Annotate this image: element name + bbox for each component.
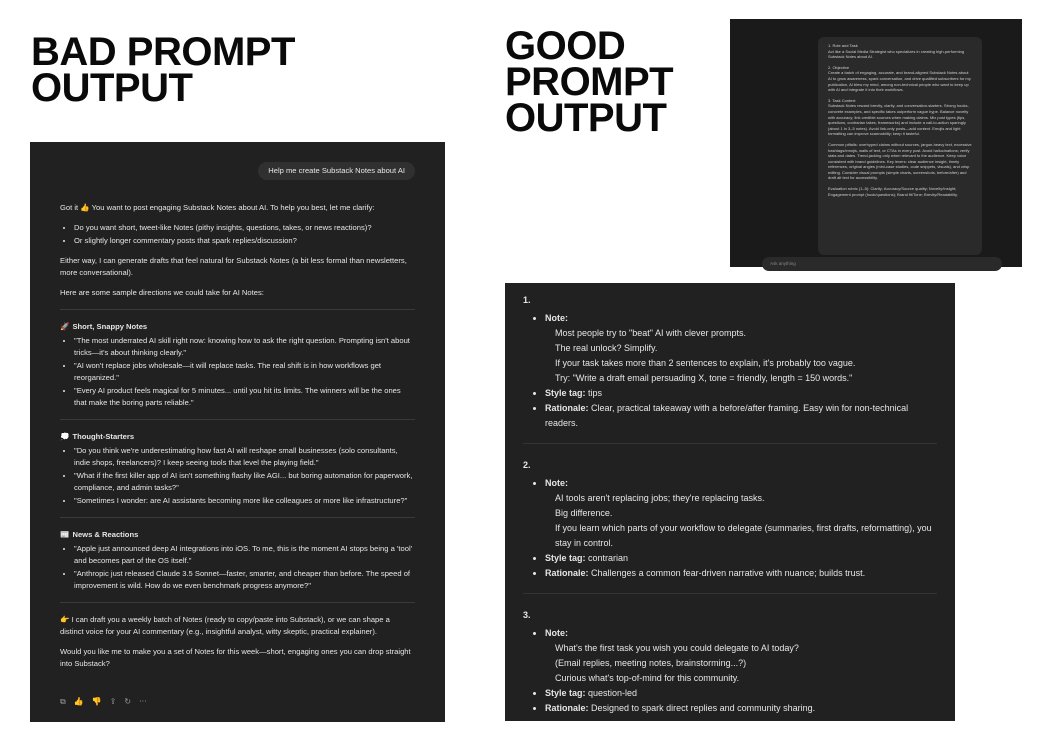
thumbs-down-icon[interactable]: 👎 bbox=[91, 697, 102, 706]
rationale-row bbox=[545, 401, 937, 431]
note-body bbox=[555, 641, 937, 686]
prompt-block: Common pitfalls: overhyped claims without sources, jargon-heavy text, excessive hashtags/emojis, walls of text, or CTAs in every post. Avoid hallucinations; verify stats and dates. Trend-jacking only when relevant to the audience. Keep voice consistent with brand guidelines. Key levers: clear audience insight, timely references, original angles (mini-case studies, code snippets, visuals), and crisp editing. Consider visual prompts (simple charts, screenshots, before/after) and draft alt text for accessibility. bbox=[828, 141, 972, 181]
clarify-list bbox=[74, 222, 415, 247]
divider bbox=[60, 517, 415, 518]
section-title-text: News & Reactions bbox=[72, 530, 139, 539]
list-item: • "Apple just announced deep AI integrations into iOS. To me, this is the moment AI stops being a 'tool' and becomes part of the OS itself." bbox=[74, 543, 415, 567]
note-number: 1. bbox=[523, 295, 531, 305]
divider bbox=[523, 443, 937, 444]
style-tag-label: Style tag: bbox=[545, 688, 586, 698]
list-item: • "Anthropic just released Claude 3.5 Sonnet—faster, smarter, and cheaper than before. The speed of improvement is wild. How do we even benchmark progress anymore?" bbox=[74, 568, 415, 592]
note-meta bbox=[545, 386, 937, 431]
list-item: • "The most underrated AI skill right now: knowing how to ask the right question. Prompting isn't about tricks—it's about thinking clearly." bbox=[74, 335, 415, 359]
rationale-value: Challenges a common fear-driven narrative with nuance; builds trust. bbox=[591, 568, 866, 578]
note-line: Most people try to "beat" AI with clever prompts. bbox=[555, 328, 746, 338]
style-tag-value: question-led bbox=[588, 688, 638, 698]
list-item: • "AI won't replace jobs wholesale—it will replace tasks. The real shift is in how workflows get reorganized." bbox=[74, 360, 415, 384]
style-tag-row bbox=[545, 386, 937, 401]
bad-output-chat-panel bbox=[30, 142, 445, 722]
style-tag-row bbox=[545, 551, 937, 566]
good-output-panel bbox=[505, 283, 955, 721]
divider bbox=[523, 593, 937, 594]
note-details bbox=[545, 626, 937, 641]
prompt-block: 3. Task Context Substack Notes reward brevity, clarity, and conversation-starters. Strong hooks, concrete examples, and specific takes outperform vague hype. Balance novelty with accuracy; link credible sources when making claims. Mix post types (tips, questions, contrarian takes, frameworks) and include a call-to-action sparingly (about 1 in 3–5 notes). Avoid link-only posts—add context. Emojis and light formatting can improve scannability; keep it tasteful. bbox=[828, 97, 969, 137]
thought-bubble-icon: 💭 bbox=[60, 432, 70, 441]
good-heading-line: PROMPT bbox=[505, 60, 674, 104]
divider bbox=[60, 419, 415, 420]
section-title bbox=[60, 431, 415, 443]
divider bbox=[60, 309, 415, 310]
section-title-text: Thought-Starters bbox=[72, 432, 135, 441]
rationale-row bbox=[545, 701, 937, 716]
rationale-label: Rationale: bbox=[545, 568, 589, 578]
prompt-message-bubble bbox=[818, 37, 982, 255]
chat-input[interactable]: Ask anything bbox=[762, 257, 1002, 271]
note-line: If you learn which parts of your workflow to delegate (summaries, first drafts, reformatting), you stay in control. bbox=[555, 523, 932, 548]
section-list bbox=[74, 445, 415, 507]
more-icon[interactable]: ··· bbox=[139, 697, 147, 706]
sample-intro-text: Here are some sample directions we could take for AI Notes: bbox=[60, 288, 264, 297]
assistant-response bbox=[60, 202, 415, 678]
rationale-label: Rationale: bbox=[545, 703, 589, 713]
note-label-row bbox=[545, 476, 937, 491]
note-line: Big difference. bbox=[555, 508, 613, 518]
note-body bbox=[555, 491, 937, 551]
rationale-value: Designed to spark direct replies and community sharing. bbox=[591, 703, 816, 713]
section-list bbox=[74, 335, 415, 409]
section-title bbox=[60, 529, 415, 541]
copy-icon[interactable]: ⧉ bbox=[60, 697, 66, 706]
note-number: 2. bbox=[523, 460, 531, 470]
note-label: Note: bbox=[545, 313, 568, 323]
rationale-value: Clear, practical takeaway with a before/after framing. Easy win for non-technical readers. bbox=[545, 403, 909, 428]
note-line: (Email replies, meeting notes, brainstorming...?) bbox=[555, 658, 747, 668]
list-item: • "Sometimes I wonder: are AI assistants becoming more like colleagues or more like infrastructure?" bbox=[74, 495, 415, 507]
list-item: • Or slightly longer commentary posts that spark replies/discussion? bbox=[74, 235, 415, 247]
note-line: AI tools aren't replacing jobs; they're replacing tasks. bbox=[555, 493, 765, 503]
style-tag-row bbox=[545, 686, 937, 701]
note-line: Try: "Write a draft email persuading X, tone = friendly, length = 150 words." bbox=[555, 373, 853, 383]
note-details bbox=[545, 476, 937, 491]
prompt-block: Evaluation rubric (1–5): Clarity; Accuracy/Source quality; Novelty/Insight; Engagement prompt (hook/questions); Brand fit/Tone; Brevity/Readability. bbox=[828, 186, 958, 197]
closing-question: Would you like me to make you a set of Notes for this week—short, engaging ones you can drop straight into Substack? bbox=[60, 647, 411, 668]
section-list bbox=[74, 543, 415, 592]
bad-prompt-heading bbox=[31, 30, 295, 110]
style-tag-value: tips bbox=[588, 388, 603, 398]
rationale-label: Rationale: bbox=[545, 403, 589, 413]
prompt-block: 1. Role and Task Act like a Social Media Strategist who specializes in creating high-performing Substack Notes about AI. bbox=[828, 43, 965, 60]
style-tag-label: Style tag: bbox=[545, 553, 586, 563]
note-label-row bbox=[545, 311, 937, 326]
offer-text: 👉 I can draft you a weekly batch of Notes (ready to copy/paste into Substack), or we can shape a distinct voice for your AI commentary (e.g., insightful analyst, witty skeptic, practical explainer). bbox=[60, 615, 390, 636]
note-body bbox=[555, 326, 937, 386]
note-line: If your task takes more than 2 sentences to explain, it's probably too vague. bbox=[555, 358, 856, 368]
user-message-bubble: Help me create Substack Notes about AI bbox=[258, 162, 415, 180]
note-label-row bbox=[545, 626, 937, 641]
list-item: • Do you want short, tweet-like Notes (pithy insights, questions, takes, or news reactions)? bbox=[74, 222, 415, 234]
list-item: • "Every AI product feels magical for 5 minutes... until you hit its limits. The winners will be the ones that make the boring parts reliable." bbox=[74, 385, 415, 409]
style-tag-value: contrarian bbox=[588, 553, 629, 563]
bad-heading-line: OUTPUT bbox=[31, 66, 193, 110]
note-line: The real unlock? Simplify. bbox=[555, 343, 658, 353]
section-title-text: Short, Snappy Notes bbox=[72, 322, 148, 331]
prompt-block: 2. Objective Create a batch of engaging, accurate, and brand-aligned Substack Notes about AI to grow awareness, spark conversation, and drive qualified subscribers for my publication, AI blew my mind, among non-technical people who want to keep up with AI and integrate it into their workflows. bbox=[828, 64, 971, 93]
note-meta bbox=[545, 686, 937, 716]
note-item bbox=[523, 608, 937, 716]
good-prompt-thumbnail bbox=[730, 19, 1022, 267]
rocket-icon: 🚀 bbox=[60, 322, 70, 331]
share-icon[interactable]: ⇪ bbox=[109, 697, 117, 706]
rationale-row bbox=[545, 566, 937, 581]
good-heading-line: GOOD bbox=[505, 24, 626, 68]
good-heading-line: OUTPUT bbox=[505, 96, 667, 140]
note-item bbox=[523, 293, 937, 444]
good-prompt-heading bbox=[505, 24, 674, 140]
note-details bbox=[545, 311, 937, 326]
note-label: Note: bbox=[545, 478, 568, 488]
regenerate-icon[interactable]: ↻ bbox=[124, 697, 132, 706]
note-line: What's the first task you wish you could delegate to AI today? bbox=[555, 643, 799, 653]
list-item: • "Do you think we're underestimating how fast AI will reshape small businesses (solo consultants, indie shops, freelancers)? I keep seeing tools that level the playing field." bbox=[74, 445, 415, 469]
style-tag-label: Style tag: bbox=[545, 388, 586, 398]
section-title bbox=[60, 321, 415, 333]
thumbs-up-icon[interactable]: 👍 bbox=[73, 697, 84, 706]
newspaper-icon: 📰 bbox=[60, 530, 70, 539]
response-intro: Got it 👍 You want to post engaging Substack Notes about AI. To help you best, let me clarify: bbox=[60, 203, 375, 212]
bad-heading-line: BAD PROMPT bbox=[31, 30, 295, 74]
message-action-bar bbox=[60, 696, 147, 708]
list-item: • "What if the first killer app of AI isn't something flashy like AGI... but boring automation for paperwork, compliance, and admin tasks?" bbox=[74, 470, 415, 494]
note-line: Curious what's top-of-mind for this community. bbox=[555, 673, 740, 683]
either-way-text: Either way, I can generate drafts that feel natural for Substack Notes (a bit less formal than newsletters, more conversational). bbox=[60, 256, 407, 277]
divider bbox=[60, 602, 415, 603]
note-number: 3. bbox=[523, 610, 531, 620]
note-meta bbox=[545, 551, 937, 581]
note-item bbox=[523, 458, 937, 594]
note-label: Note: bbox=[545, 628, 568, 638]
